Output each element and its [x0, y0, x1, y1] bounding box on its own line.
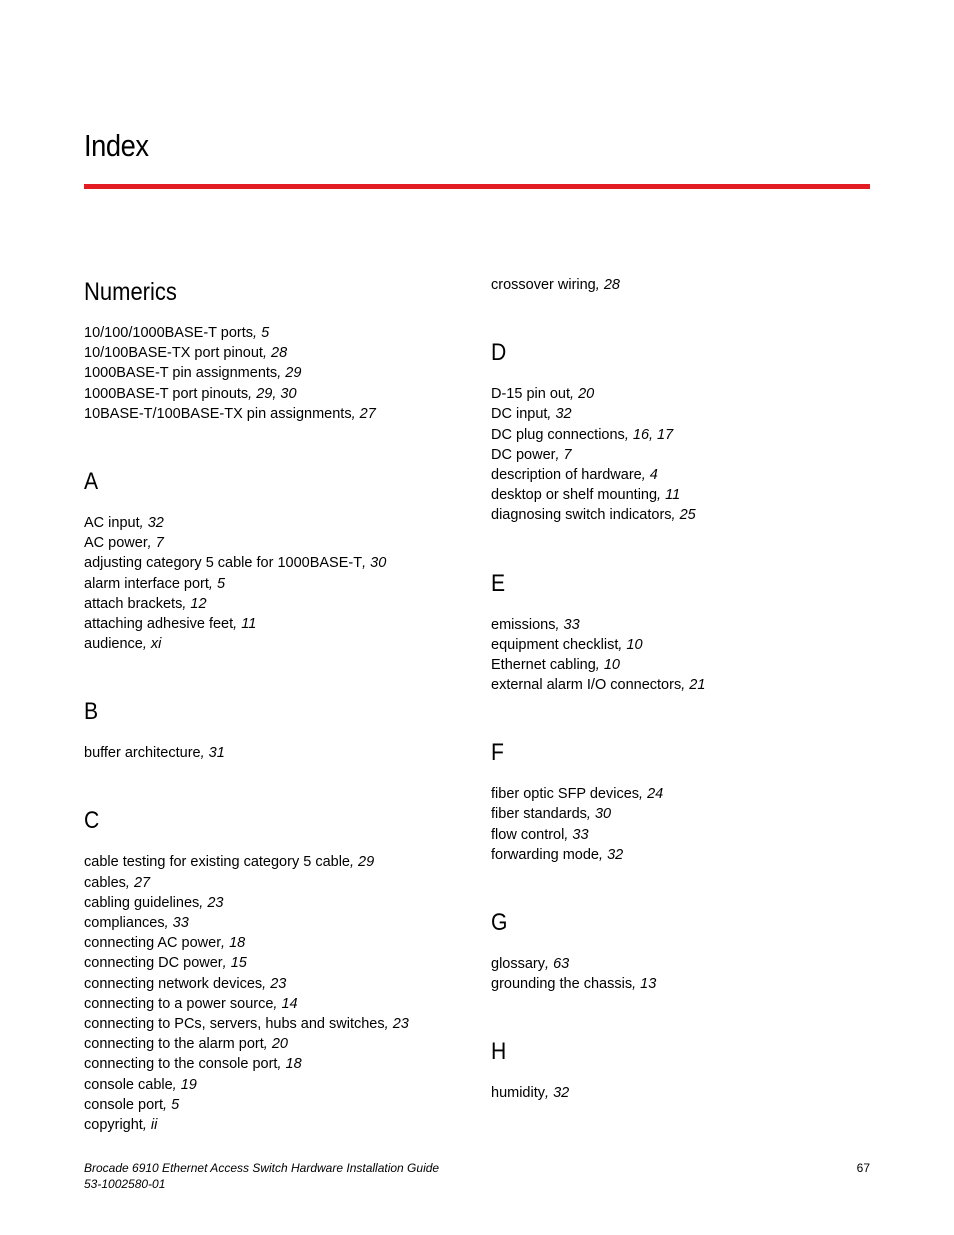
index-page-ref[interactable]: 33 — [172, 915, 189, 931]
index-entry — [84, 913, 484, 933]
index-separator: , — [233, 615, 242, 632]
section-heading: F — [491, 739, 504, 767]
section-gap — [84, 654, 484, 695]
index-page-ref[interactable]: 29 — [358, 854, 375, 871]
index-entry — [84, 1075, 484, 1095]
index-column-right — [491, 275, 891, 1104]
index-entry-list — [84, 513, 484, 654]
index-term: adjusting category 5 cable for 1000BASE-T — [84, 555, 363, 572]
index-page-ref[interactable]: 29 — [285, 365, 302, 382]
index-entry — [491, 675, 891, 695]
index-entry — [491, 784, 891, 804]
index-term: fiber standards — [491, 806, 587, 823]
index-entry — [491, 505, 891, 525]
index-entry — [491, 615, 891, 635]
section-gap — [84, 424, 484, 465]
index-separator: , — [555, 616, 564, 633]
index-entry — [84, 574, 484, 594]
index-separator: , — [586, 806, 595, 823]
index-separator: , — [163, 1096, 172, 1113]
index-entry — [491, 1083, 891, 1103]
index-separator: , — [182, 595, 191, 612]
index-separator: , — [547, 406, 556, 423]
index-page-ref[interactable]: 7 — [155, 535, 164, 552]
index-term: 10BASE-T/100BASE-TX pin assignments — [84, 405, 352, 422]
index-entry — [84, 743, 484, 763]
index-term: cabling guidelines — [84, 894, 200, 911]
index-entry — [84, 323, 484, 343]
index-entry — [84, 1054, 484, 1074]
section-heading: C — [84, 807, 100, 835]
index-separator: , — [142, 1116, 151, 1133]
section-gap — [491, 695, 891, 736]
index-term: Ethernet cabling — [491, 656, 596, 673]
index-entry — [84, 933, 484, 953]
index-page-ref[interactable]: 23 — [270, 975, 287, 992]
index-page-ref[interactable]: 5 — [216, 575, 226, 592]
index-term: cable testing for existing category 5 cable — [84, 854, 350, 871]
index-term: connecting to a power source — [84, 995, 274, 1012]
index-entry-list — [84, 743, 484, 763]
index-term: DC input — [491, 406, 548, 423]
index-separator: , — [362, 555, 371, 572]
index-entry — [84, 384, 484, 404]
index-separator: , — [253, 325, 262, 341]
index-term: description of hardware — [491, 466, 642, 483]
index-entry-list — [84, 852, 484, 1135]
footer-guide-title: Brocade 6910 Ethernet Access Switch Hardware Installation Guide — [84, 1161, 440, 1175]
index-separator: , — [147, 535, 156, 552]
page-title: Index — [84, 128, 149, 163]
index-page-ref[interactable]: 33 — [563, 616, 580, 633]
index-page-ref[interactable]: 25 — [679, 507, 696, 524]
index-page-ref[interactable]: 7 — [563, 446, 572, 463]
index-entry-list — [491, 1083, 891, 1103]
index-term: grounding the chassis — [491, 976, 633, 993]
index-page-ref[interactable]: 30 — [370, 555, 387, 572]
index-separator: , — [248, 385, 257, 402]
index-page-ref[interactable]: 32 — [555, 406, 572, 423]
index-separator: , — [384, 1015, 393, 1032]
section-heading: Numerics — [84, 278, 177, 306]
index-section-f — [491, 736, 891, 865]
index-page-ref[interactable]: 32 — [147, 514, 164, 531]
index-term: flow control — [491, 826, 565, 843]
index-term: connecting network devices — [84, 975, 263, 992]
index-page-ref[interactable]: 5 — [171, 1096, 180, 1113]
section-heading: G — [491, 909, 508, 936]
index-entry — [84, 974, 484, 994]
index-separator: , — [277, 1056, 286, 1073]
index-separator: , — [618, 636, 627, 653]
index-term: AC input — [84, 514, 140, 531]
index-separator: , — [624, 426, 633, 443]
index-page-ref[interactable]: 16, 17 — [632, 426, 674, 443]
index-page-ref[interactable]: 5 — [261, 325, 270, 341]
index-term: external alarm I/O connectors — [491, 677, 682, 694]
index-term: audience — [84, 636, 143, 653]
index-separator: , — [262, 345, 272, 362]
index-page-ref[interactable]: 19 — [180, 1076, 197, 1093]
index-page-ref[interactable]: 28 — [271, 345, 288, 362]
index-page-ref[interactable]: 23 — [392, 1015, 409, 1032]
index-page-ref[interactable]: 27 — [133, 874, 151, 891]
index-term: 1000BASE-T port pinouts — [84, 385, 249, 402]
index-section-continued — [491, 275, 891, 295]
index-entry — [491, 445, 891, 465]
index-page-ref[interactable]: 30 — [594, 806, 612, 823]
index-column-left — [84, 275, 484, 1135]
footer-left — [84, 1160, 439, 1192]
section-gap — [491, 865, 891, 906]
section-heading: B — [84, 698, 99, 726]
index-page-ref[interactable]: 32 — [553, 1085, 570, 1102]
index-entry — [491, 485, 891, 505]
index-separator: , — [262, 975, 271, 992]
index-term: connecting DC power — [84, 955, 223, 972]
index-entry — [84, 953, 484, 973]
index-separator: , — [172, 1076, 181, 1093]
index-term: connecting to the console port — [84, 1056, 278, 1073]
index-term: glossary — [491, 956, 545, 972]
index-term: DC plug connections — [491, 426, 625, 443]
section-heading: E — [491, 569, 506, 597]
index-term: cables — [84, 874, 126, 891]
index-entry — [84, 513, 484, 533]
index-page-ref[interactable]: 20 — [578, 386, 595, 403]
index-page-ref[interactable]: 10 — [603, 656, 620, 673]
index-term: attaching adhesive feet — [84, 615, 234, 632]
index-separator: , — [139, 514, 148, 531]
index-page-ref[interactable]: 4 — [649, 466, 658, 483]
index-separator: , — [199, 894, 208, 911]
index-separator: , — [125, 874, 134, 891]
index-entry-list — [491, 784, 891, 865]
index-separator: , — [657, 487, 666, 504]
index-term: connecting to the alarm port — [84, 1036, 264, 1053]
index-term: connecting to PCs, servers, hubs and switches — [84, 1015, 385, 1032]
index-entry — [491, 954, 891, 974]
index-term: AC power — [84, 535, 148, 552]
index-entry — [84, 852, 484, 872]
index-separator: , — [164, 915, 173, 931]
index-page-ref[interactable]: 20 — [271, 1036, 288, 1053]
index-separator: , — [545, 1085, 554, 1102]
index-term: connecting AC power — [84, 935, 222, 952]
index-separator: , — [349, 854, 359, 871]
index-term: diagnosing switch indicators — [491, 507, 672, 524]
index-term: console cable — [84, 1076, 173, 1093]
index-entry — [84, 1115, 484, 1135]
section-heading: A — [84, 467, 99, 495]
section-heading: H — [491, 1038, 507, 1066]
section-gap — [491, 295, 891, 336]
index-separator: , — [273, 995, 282, 1012]
index-term: 10/100/1000BASE-T ports — [84, 325, 254, 341]
footer-doc-number: 53-1002580-01 — [84, 1177, 166, 1191]
index-separator: , — [208, 575, 217, 592]
index-term: emissions — [491, 616, 556, 633]
index-entry — [84, 404, 484, 424]
index-term: buffer architecture — [84, 745, 201, 762]
index-page-ref[interactable]: 10 — [626, 636, 643, 653]
index-section-e — [491, 567, 891, 696]
title-rule — [84, 184, 870, 189]
index-entry — [491, 425, 891, 445]
index-entry — [84, 634, 484, 654]
index-term: 10/100BASE-TX port pinout — [84, 345, 263, 362]
index-section-c — [84, 804, 484, 1135]
index-entry — [84, 994, 484, 1014]
index-entry-list — [491, 275, 891, 295]
index-section-h — [491, 1035, 891, 1103]
index-section-numerics — [84, 275, 484, 424]
index-entry — [84, 614, 484, 634]
index-page-ref[interactable]: 12 — [190, 595, 207, 612]
section-gap — [491, 526, 891, 567]
index-separator: , — [222, 955, 231, 972]
index-entry — [491, 384, 891, 404]
index-entry — [491, 275, 891, 295]
index-separator: , — [681, 677, 690, 694]
index-term: compliances — [84, 915, 165, 931]
index-entry — [84, 873, 484, 893]
footer-page-number: 67 — [856, 1161, 870, 1175]
index-separator: , — [263, 1036, 272, 1053]
index-page-ref[interactable]: xi — [150, 636, 162, 653]
index-separator: , — [671, 507, 680, 524]
index-separator: , — [564, 826, 573, 843]
index-entry-list — [491, 954, 891, 994]
index-term: fiber optic SFP devices — [491, 786, 640, 803]
index-term: 1000BASE-T pin assignments — [84, 365, 278, 382]
index-page-ref[interactable]: 23 — [207, 894, 224, 911]
index-entry — [491, 804, 891, 824]
index-term: copyright — [84, 1116, 143, 1133]
index-page-ref[interactable]: 28 — [603, 277, 620, 293]
index-page-ref[interactable]: 29, 30 — [256, 385, 297, 402]
index-separator: , — [221, 935, 230, 952]
section-heading: D — [491, 339, 507, 367]
index-separator: , — [595, 656, 604, 673]
section-gap — [84, 763, 484, 804]
index-term: humidity — [491, 1085, 545, 1102]
index-separator: , — [200, 745, 209, 762]
index-page-ref[interactable]: 31 — [208, 745, 225, 762]
index-page-ref[interactable]: ii — [150, 1116, 158, 1133]
index-term: D-15 pin out — [491, 386, 570, 403]
index-separator: , — [641, 466, 650, 483]
index-entry — [491, 655, 891, 675]
index-page-ref[interactable]: 15 — [230, 955, 247, 972]
index-separator: , — [351, 405, 360, 422]
index-term: attach brackets — [84, 595, 183, 612]
index-page-ref[interactable]: 13 — [640, 976, 657, 993]
index-separator: , — [277, 365, 286, 382]
index-page-ref[interactable]: 18 — [285, 1056, 302, 1073]
index-section-a — [84, 465, 484, 654]
index-entry — [84, 1095, 484, 1115]
index-separator: , — [545, 956, 554, 972]
index-section-d — [491, 336, 891, 525]
index-term: equipment checklist — [491, 636, 619, 653]
index-entry — [84, 343, 484, 363]
index-term: desktop or shelf mounting — [491, 487, 658, 504]
index-section-g — [491, 906, 891, 994]
index-entry — [84, 1014, 484, 1034]
index-separator: , — [142, 636, 151, 653]
index-page-ref[interactable]: 27 — [359, 405, 376, 422]
index-page-ref[interactable]: 63 — [553, 956, 570, 972]
index-page-ref[interactable]: 21 — [689, 677, 706, 694]
index-page-ref[interactable]: 32 — [607, 846, 624, 863]
index-page-ref[interactable]: 11 — [241, 615, 257, 632]
index-entry — [491, 845, 891, 865]
index-entry — [84, 553, 484, 573]
index-entry — [491, 974, 891, 994]
index-term: console port — [84, 1096, 163, 1113]
index-page-ref[interactable]: 11 — [665, 487, 681, 504]
index-page-ref[interactable]: 33 — [572, 826, 589, 843]
index-entry — [491, 404, 891, 424]
index-entry — [84, 594, 484, 614]
index-page-ref[interactable]: 18 — [229, 935, 246, 952]
index-entry-list — [491, 615, 891, 696]
index-separator: , — [639, 786, 648, 803]
index-page-ref[interactable]: 24 — [647, 786, 664, 803]
index-entry-list — [84, 323, 484, 424]
index-entry — [491, 465, 891, 485]
index-page-ref[interactable]: 14 — [281, 995, 298, 1012]
index-entry — [84, 363, 484, 383]
section-gap — [491, 994, 891, 1035]
index-separator: , — [595, 277, 604, 293]
index-separator: , — [570, 386, 579, 403]
index-separator: , — [555, 446, 564, 463]
index-entry — [84, 533, 484, 553]
index-term: DC power — [491, 446, 556, 463]
index-entry — [491, 825, 891, 845]
index-term: forwarding mode — [491, 846, 599, 863]
index-entry-list — [491, 384, 891, 525]
index-entry — [84, 893, 484, 913]
index-entry — [84, 1034, 484, 1054]
index-entry — [491, 635, 891, 655]
index-separator: , — [599, 846, 608, 863]
index-term: crossover wiring — [491, 277, 596, 293]
index-separator: , — [632, 976, 641, 993]
index-term: alarm interface port — [84, 575, 209, 592]
index-section-b — [84, 695, 484, 763]
